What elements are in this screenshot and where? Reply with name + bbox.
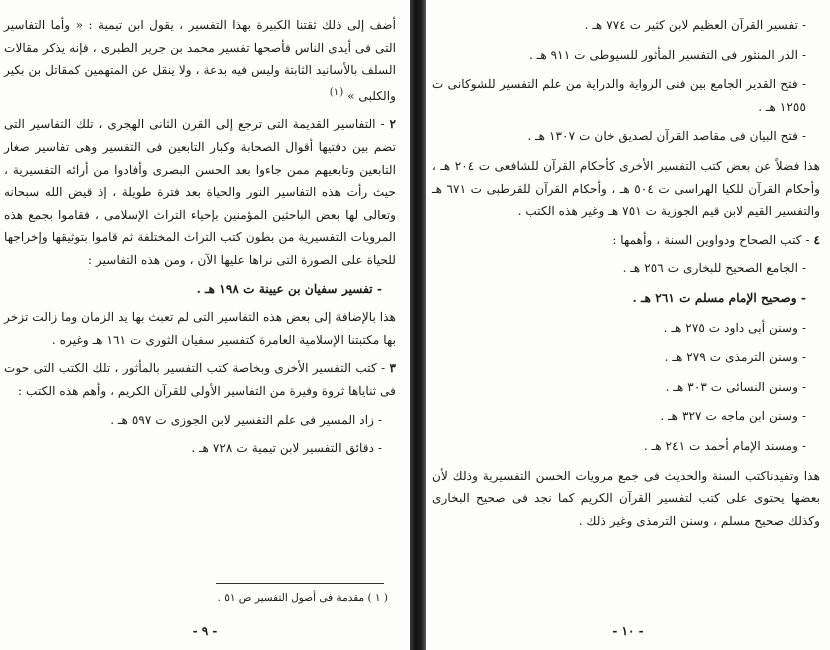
list-item: - فتح البيان فى مقاصد القرآن لصديق خان ت ١٣٠٧ هـ . xyxy=(527,129,806,144)
list-item: - تفسير القرآن العظيم لابن كثير ت ٧٧٤ هـ . xyxy=(584,18,806,32)
intro-text: أضف إلى ذلك ثقتنا الكبيرة بهذا التفسير ، يقول ابن تيمية : « وأما التفاسير التى فى أيدى الناس فأصحها تفسير محمد بن جرير الطبرى ، فإنه يذكر مقالات السلف بالأسانيد الثابتة وليس فيه بدعة ، ولا ينقل عن المتهمين كمقاتل بن بكير والكلبى » xyxy=(4,18,396,103)
section-2-paragraph xyxy=(4,113,396,271)
list-item: - وصحيح الإمام مسلم ت ٢٦١ هـ . xyxy=(632,290,806,305)
section-2-continued: هذا بالإضافة إلى بعض هذه التفاسير التى لم تعبث بها يد الزمان وما زالت تزخر بها مكتبتنا الإسلامية العامرة كتفسير سفيان الثورى ت ١٦١ هـ وغيره . xyxy=(4,310,396,347)
page-number: - ٩ - xyxy=(192,624,218,638)
list-item: - وسنن ابن ماجه ت ٣٢٧ هـ . xyxy=(660,409,806,424)
list-item: - الدر المنثور فى التفسير المأثور للسيوطى ت ٩١١ هـ . xyxy=(529,47,806,62)
list-item: - دقائق التفسير لابن تيمية ت ٧٢٨ هـ . xyxy=(191,441,382,456)
closing-paragraph: هذا وتفيدناكتب السنة والحديث فى جمع مرويات الحسن التفسيرية وذلك لأن بعضها يحتوى على كتب لتفسير القرآن الكريم كما نجد فى صحيح البخارى وكذلك صحيح مسلم ، وسنن الترمذى وغير ذلك . xyxy=(432,468,820,528)
section-4-paragraph xyxy=(432,229,820,252)
list-item: - ومسند الإمام أحمد ت ٢٤١ هـ . xyxy=(643,438,806,453)
section-4-number: ٤ xyxy=(813,232,820,247)
section-2-number: ٢ xyxy=(389,117,397,132)
intro-paragraph xyxy=(4,14,396,107)
footnote-marker: (١) xyxy=(329,86,344,98)
section-3-text: - كتب التفسير الأخرى وبخاصة كتب التفسير بالمأثور ، تلك الكتب التى حوت فى ثناياها ثروة وفيرة من التفاسير الأولى للقرآن الكريم ، وأهم هذه الكتب : xyxy=(4,361,396,398)
ahkam-paragraph: هذا فضلاً عن بعض كتب التفسير الأخرى كأحكام القرآن للشافعى ت ٢٠٤ هـ ، وأحكام القرآن للكيا الهراسى ت ٥٠٤ هـ ، وأحكام القرآن للقرطبى ت ٦٧١ هـ والتفسير القيم لابن قيم الجوزية ت ٧٥١ هـ وغير هذه الكتب . xyxy=(432,158,821,219)
list-item: - فتح القدير الجامع بين فنى الرواية والدراية من علم التفسير للشوكانى ت ١٢٥٥ هـ . xyxy=(432,77,806,114)
page-10 xyxy=(426,0,830,650)
footnote-divider xyxy=(216,583,384,584)
page-number: - ١٠ - xyxy=(612,624,644,638)
footnote: ( ١ ) مقدمة فى أصول التفسير ص ٥١ . xyxy=(217,592,388,604)
list-item: - زاد المسير فى علم التفسير لابن الجوزى ت ٥٩٧ هـ . xyxy=(110,412,382,427)
list-item: - وسنن الترمذى ت ٢٧٩ هـ . xyxy=(664,350,806,365)
section-3-paragraph xyxy=(4,357,396,402)
list-item: - وسنن النسائى ت ٣٠٣ هـ . xyxy=(665,379,806,394)
page-9-text xyxy=(4,14,396,466)
section-3-number: ٣ xyxy=(389,361,396,376)
book-gutter xyxy=(410,0,426,650)
list-item: - تفسير سفيان بن عيينة ت ١٩٨ هـ . xyxy=(196,281,382,296)
list-item: - وسنن أبى داود ت ٢٧٥ هـ . xyxy=(663,320,806,335)
page-10-text xyxy=(432,14,820,538)
section-4-text: - كتب الصحاح ودواوين السنة ، وأهمها : xyxy=(612,232,810,247)
section-2-text: - التفاسير القديمة التى ترجع إلى القرن الثانى الهجرى ، تلك التفاسير التى تضم بين دفتيها أقوال الصحابة وكبار التابعين فى التفسير وهى تفاسير صغار التابعين وتابعيهم ممن جاءوا بعد الحسن البصرى وأفادوا من أرائه التفسيرية ، حيث رأت هذه التفاسير النور والحياة بعد فترة طويلة ، إذ قيض الله سبحانه وتعالى لها بعض الباحثين المؤمنين بإحياء التراث الإسلامى ، فقاموا بجمع هذه المرويات التفسيرية من بطون كتب التراث المختلفة ثم قاموا بتوثيقها وإخراجها للحياة على الصورة التى نراها عليها الآن ، ومن هذه التفاسير : xyxy=(4,117,396,267)
list-item: - الجامع الصحيح للبخارى ت ٢٥٦ هـ . xyxy=(622,261,806,276)
page-9 xyxy=(0,0,410,650)
